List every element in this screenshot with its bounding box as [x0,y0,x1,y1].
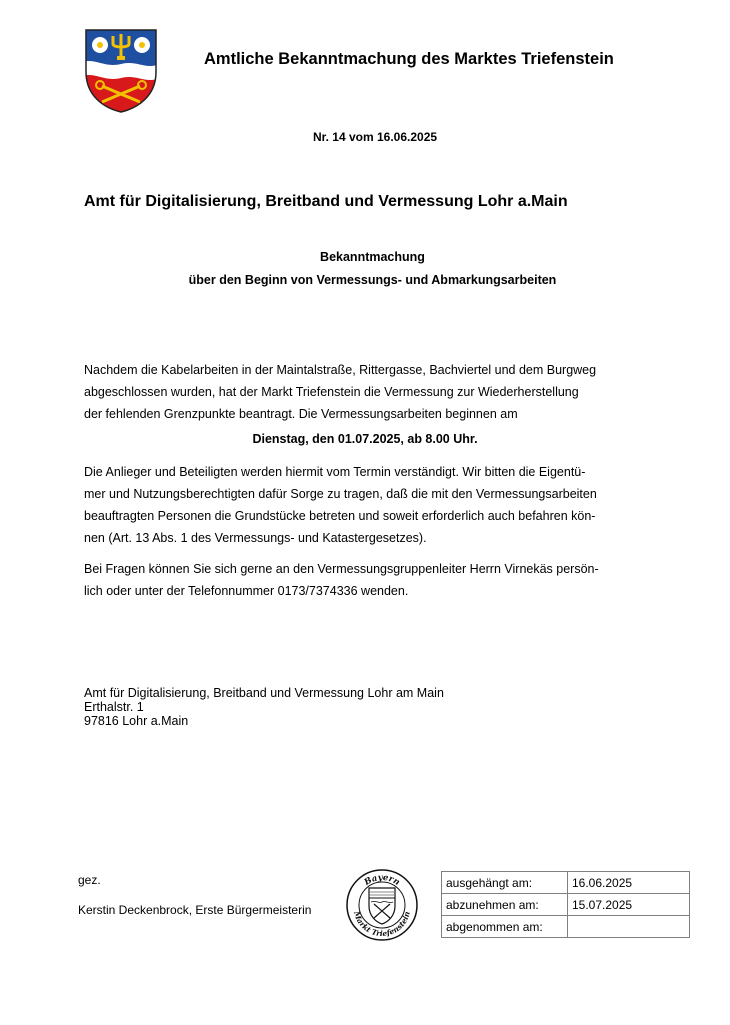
paragraph-line: lich oder unter der Telefonnummer 0173/7374336 wenden. [84,584,409,598]
address-city: 97816 Lohr a.Main [84,714,189,728]
issue-number: Nr. 14 vom 16.06.2025 [312,130,438,144]
info-paragraph [84,461,644,549]
paragraph-line: der fehlenden Grenzpunkte beantragt. Die Vermessungsarbeiten beginnen am [84,407,518,421]
svg-text:Markt Triefenstein: Markt Triefenstein [352,910,412,939]
coat-of-arms-logo [82,28,160,114]
paragraph-line: nen (Art. 13 Abs. 1 des Vermessungs- und Katastergesetzes). [84,531,427,545]
paragraph-line: Nachdem die Kabelarbeiten in der Maintalstraße, Rittergasse, Bachviertel und dem Burgweg [84,363,597,377]
questions-paragraph [84,558,644,602]
header-title: Amtliche Bekanntmachung des Marktes Triefenstein [204,50,614,68]
intro-paragraph [84,359,644,425]
posting-record-table [441,871,690,938]
table-row [442,872,690,894]
gez-label: gez. [78,873,101,887]
table-row [442,894,690,916]
posted-date: 16.06.2025 [568,872,690,894]
remove-date: 15.07.2025 [568,894,690,916]
start-date-line: Dienstag, den 01.07.2025, ab 8.00 Uhr. [252,432,478,446]
office-heading: Amt für Digitalisierung, Breitband und Vermessung Lohr a.Main [84,193,568,210]
paragraph-line: Bei Fragen können Sie sich gerne an den Vermessungsgruppenleiter Herrn Virnekäs persön- [84,562,599,576]
svg-text:Bayern: Bayern [362,872,402,888]
paragraph-line: beauftragten Personen die Grundstücke betreten und soweit erforderlich auch befahren kön- [84,509,596,523]
paragraph-line: abgeschlossen wurden, hat der Markt Triefenstein die Vermessung zur Wiederherstellung [84,385,579,399]
remove-label: abzunehmen am: [442,894,568,916]
address-office: Amt für Digitalisierung, Breitband und Vermessung Lohr am Main [84,686,444,700]
table-row [442,916,690,938]
removed-date [568,916,690,938]
paragraph-line: Die Anlieger und Beteiligten werden hiermit vom Termin verständigt. Wir bitten die Eigentü- [84,465,586,479]
posted-label: ausgehängt am: [442,872,568,894]
removed-label: abgenommen am: [442,916,568,938]
official-seal-stamp [345,868,419,942]
paragraph-line: mer und Nutzungsberechtigten dafür Sorge zu tragen, daß die mit den Vermessungsarbeiten [84,487,597,501]
address-street: Erthalstr. 1 [84,700,144,714]
notice-title: Bekanntmachung [320,250,425,264]
notice-subtitle: über den Beginn von Vermessungs- und Abmarkungsarbeiten [188,273,557,287]
office-address [84,686,444,728]
signer-name: Kerstin Deckenbrock, Erste Bürgermeisterin [78,903,312,917]
